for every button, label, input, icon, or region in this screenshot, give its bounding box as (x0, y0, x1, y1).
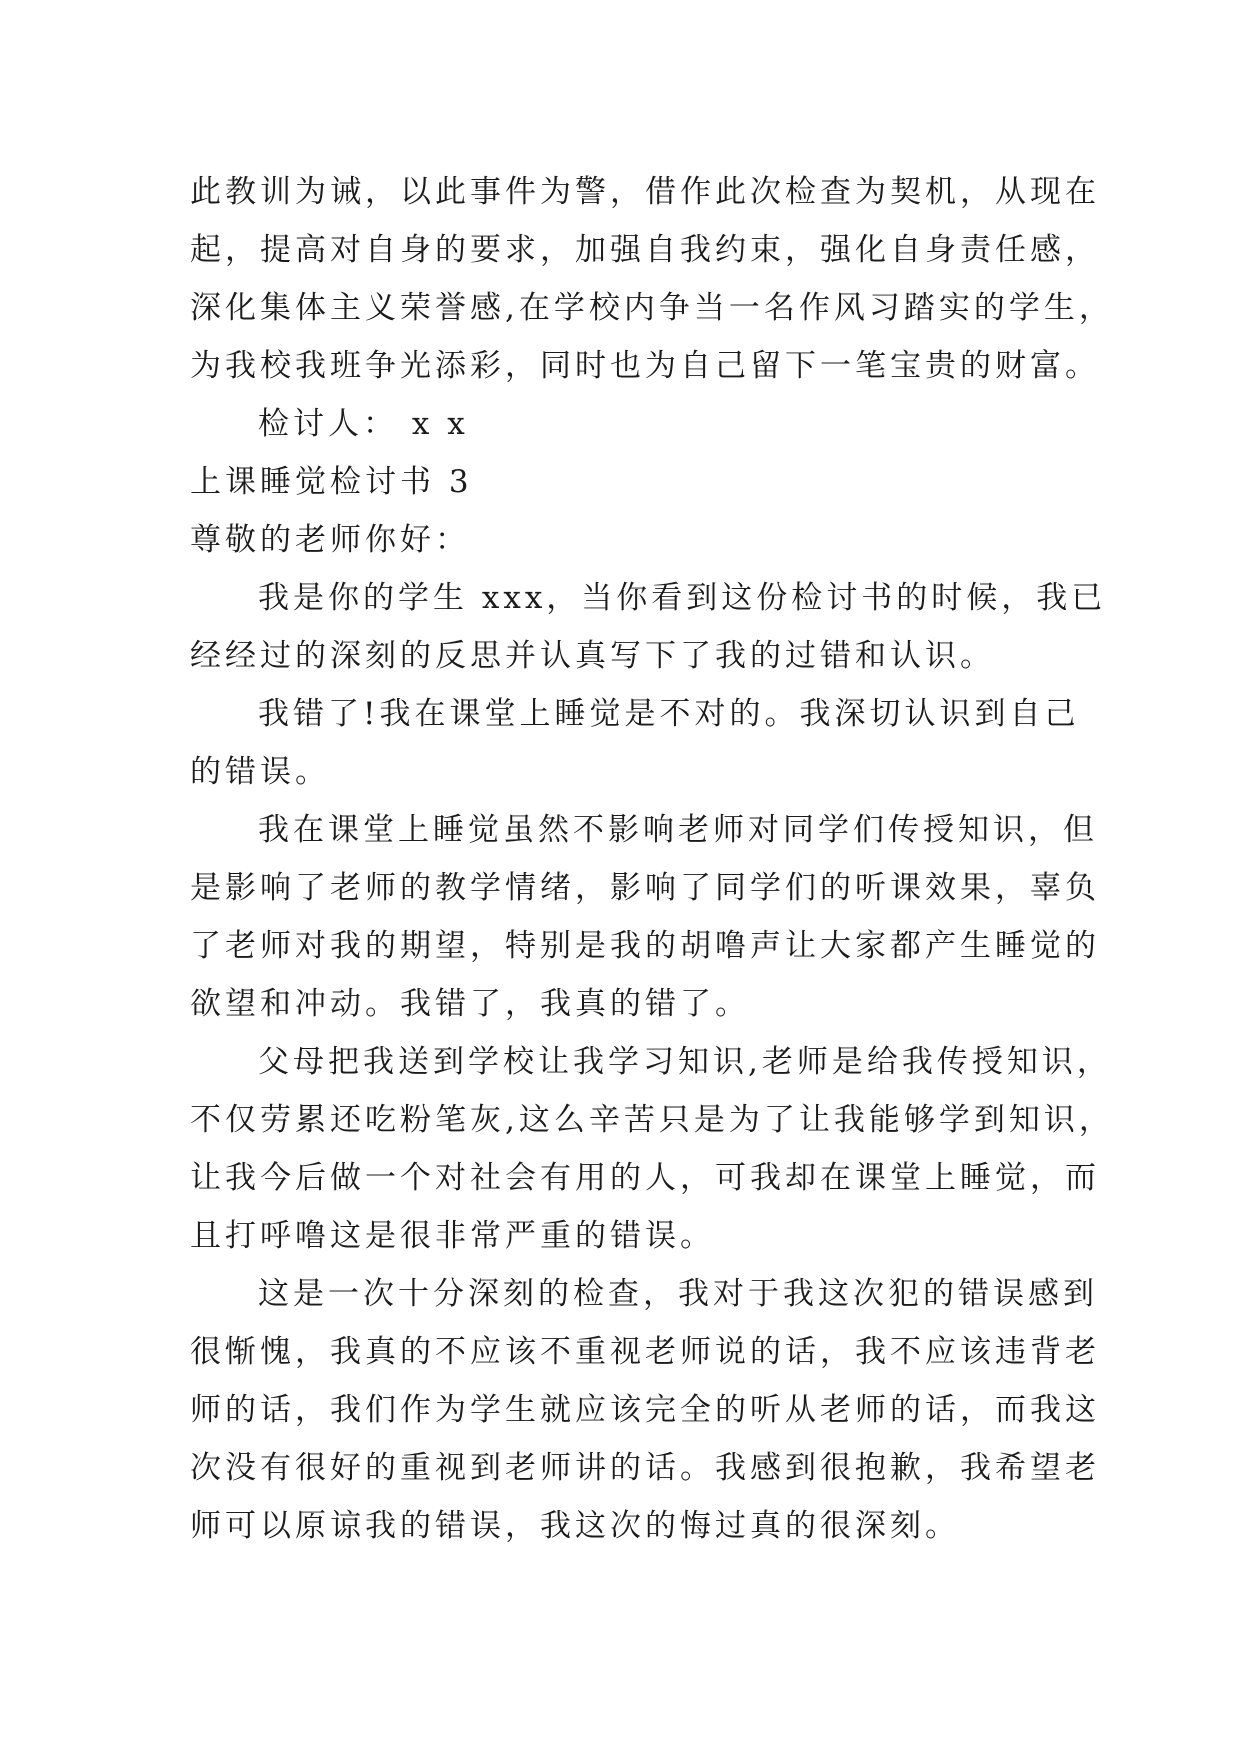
text-line: 了老师对我的期望，特别是我的胡噜声让大家都产生睡觉的 (190, 928, 1100, 964)
text-line: 父母把我送到学校让我学习知识,老师是给我传授知识， (258, 1044, 1112, 1080)
text-line: 我在课堂上睡觉虽然不影响老师对同学们传授知识，但 (258, 812, 1098, 848)
text-line: 不仅劳累还吃粉笔灰,这么辛苦只是为了让我能够学到知识， (190, 1102, 1114, 1138)
text-line: 欲望和冲动。我错了，我真的错了。 (190, 986, 750, 1022)
text-line: 次没有很好的重视到老师讲的话。我感到很抱歉，我希望老 (190, 1450, 1100, 1486)
document-body (190, 163, 1114, 1555)
text-line: 的错误。 (190, 754, 330, 790)
text-line: 很惭愧，我真的不应该不重视老师说的话，我不应该违背老 (190, 1334, 1100, 1370)
text-line: 且打呼噜这是很非常严重的错误。 (190, 1218, 715, 1254)
text-line: 让我今后做一个对社会有用的人，可我却在课堂上睡觉，而 (190, 1160, 1100, 1196)
text-line: 检讨人： x x (258, 406, 469, 442)
text-line: 师的话，我们作为学生就应该完全的听从老师的话，而我这 (190, 1392, 1100, 1428)
text-line: 为我校我班争光添彩，同时也为自己留下一笔宝贵的财富。 (190, 348, 1100, 384)
text-line: 经经过的深刻的反思并认真写下了我的过错和认识。 (190, 638, 995, 674)
text-line: 这是一次十分深刻的检查，我对于我这次犯的错误感到 (258, 1276, 1098, 1312)
text-line: 师可以原谅我的错误，我这次的悔过真的很深刻。 (190, 1508, 960, 1544)
text-line: 上课睡觉检讨书 3 (190, 464, 473, 500)
text-line: 此教训为诫，以此事件为警，借作此次检查为契机，从现在 (190, 174, 1100, 210)
text-line: 深化集体主义荣誉感,在学校内争当一名作风习踏实的学生， (190, 290, 1114, 326)
text-line: 是影响了老师的教学情绪，影响了同学们的听课效果，辜负 (190, 870, 1100, 906)
text-line: 我错了!我在课堂上睡觉是不对的。我深切认识到自己 (258, 696, 1080, 732)
text-line: 起，提高对自身的要求，加强自我约束，强化自身责任感， (190, 232, 1100, 268)
text-line: 我是你的学生 xxx，当你看到这份检讨书的时候，我已 (258, 580, 1107, 616)
text-line: 尊敬的老师你好： (190, 522, 470, 558)
